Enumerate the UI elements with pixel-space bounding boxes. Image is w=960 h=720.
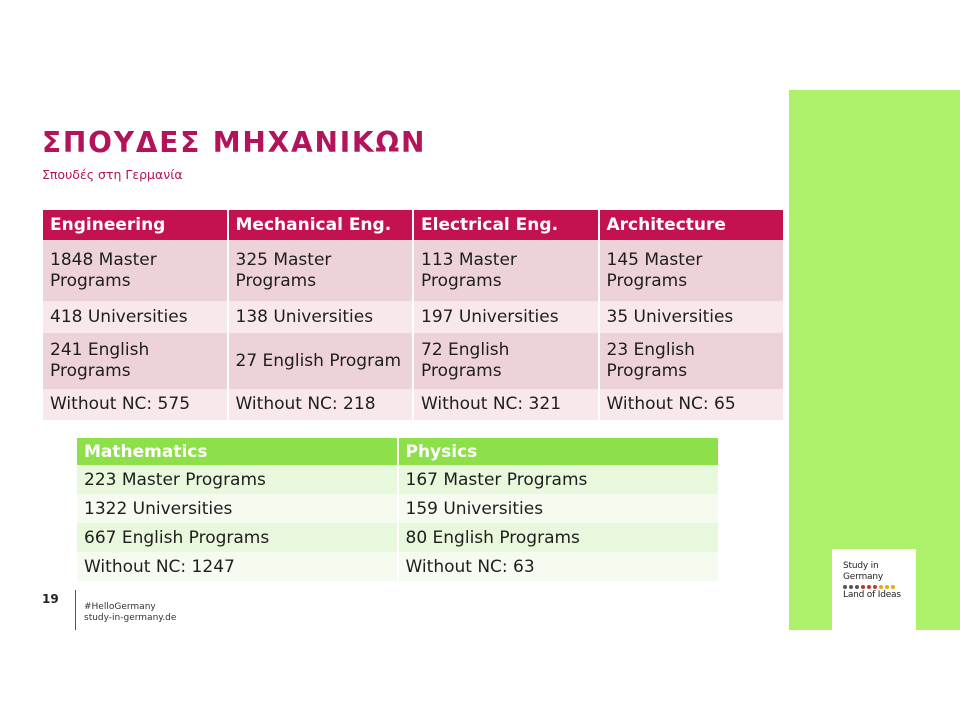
header-mechanical: Mechanical Eng. (229, 210, 413, 240)
logo-dot (855, 585, 859, 589)
slide-title: ΣΠΟΥΔΕΣ ΜΗΧΑΝΙΚΩΝ (42, 126, 427, 159)
table-cell: Without NC: 65 (600, 389, 784, 420)
table-cell: 80 English Programs (399, 523, 719, 552)
footer-links (84, 602, 176, 624)
header-engineering: Engineering (43, 210, 227, 240)
page-number: 19 (42, 592, 59, 606)
table-cell: Without NC: 218 (229, 389, 413, 420)
logo-dot (879, 585, 883, 589)
table-row (77, 494, 718, 523)
logo-dot (891, 585, 895, 589)
header-architecture: Architecture (600, 210, 784, 240)
table-row (77, 552, 718, 581)
table-row (43, 301, 783, 333)
logo-dot (873, 585, 877, 589)
table-cell: 223 Master Programs (77, 465, 397, 494)
table-cell: Without NC: 575 (43, 389, 227, 420)
science-table (75, 438, 720, 581)
footer-website: study-in-germany.de (84, 613, 177, 623)
table-row (43, 389, 783, 420)
table-cell: Without NC: 63 (399, 552, 719, 581)
table-cell: 1848 Master Programs (43, 240, 227, 301)
table-header-row (43, 210, 783, 240)
table-cell: 159 Universities (399, 494, 719, 523)
logo-line-3: Land of Ideas (843, 590, 901, 600)
table-cell: Without NC: 321 (414, 389, 598, 420)
table-cell: 241 English Programs (43, 333, 227, 389)
table-row (77, 465, 718, 494)
header-physics: Physics (399, 438, 719, 465)
logo-dot (843, 585, 847, 589)
engineering-table (41, 210, 785, 420)
table-cell: 138 Universities (229, 301, 413, 333)
logo-line-1: Study in (843, 561, 879, 571)
table-cell: Without NC: 1247 (77, 552, 397, 581)
table-cell: 1322 Universities (77, 494, 397, 523)
table-cell: 145 Master Programs (600, 240, 784, 301)
table-row (43, 240, 783, 301)
logo-dots (843, 585, 916, 589)
table-cell: 667 English Programs (77, 523, 397, 552)
logo-dot (867, 585, 871, 589)
footer-hashtag: #HelloGermany (84, 602, 156, 612)
slide-subtitle: Σπουδές στη Γερμανία (42, 167, 183, 182)
header-electrical: Electrical Eng. (414, 210, 598, 240)
table-row (77, 523, 718, 552)
table-cell: 167 Master Programs (399, 465, 719, 494)
table-header-row (77, 438, 718, 465)
header-mathematics: Mathematics (77, 438, 397, 465)
table-cell: 27 English Program (229, 333, 413, 389)
table-cell: 35 Universities (600, 301, 784, 333)
table-cell: 325 Master Programs (229, 240, 413, 301)
study-in-germany-logo (832, 549, 916, 631)
table-cell: 72 English Programs (414, 333, 598, 389)
table-row (43, 333, 783, 389)
logo-line-2: Germany (843, 572, 883, 582)
logo-dot (885, 585, 889, 589)
logo-dot (849, 585, 853, 589)
table-cell: 418 Universities (43, 301, 227, 333)
table-cell: 23 English Programs (600, 333, 784, 389)
footer-divider (75, 590, 76, 630)
logo-dot (861, 585, 865, 589)
table-cell: 197 Universities (414, 301, 598, 333)
table-cell: 113 Master Programs (414, 240, 598, 301)
